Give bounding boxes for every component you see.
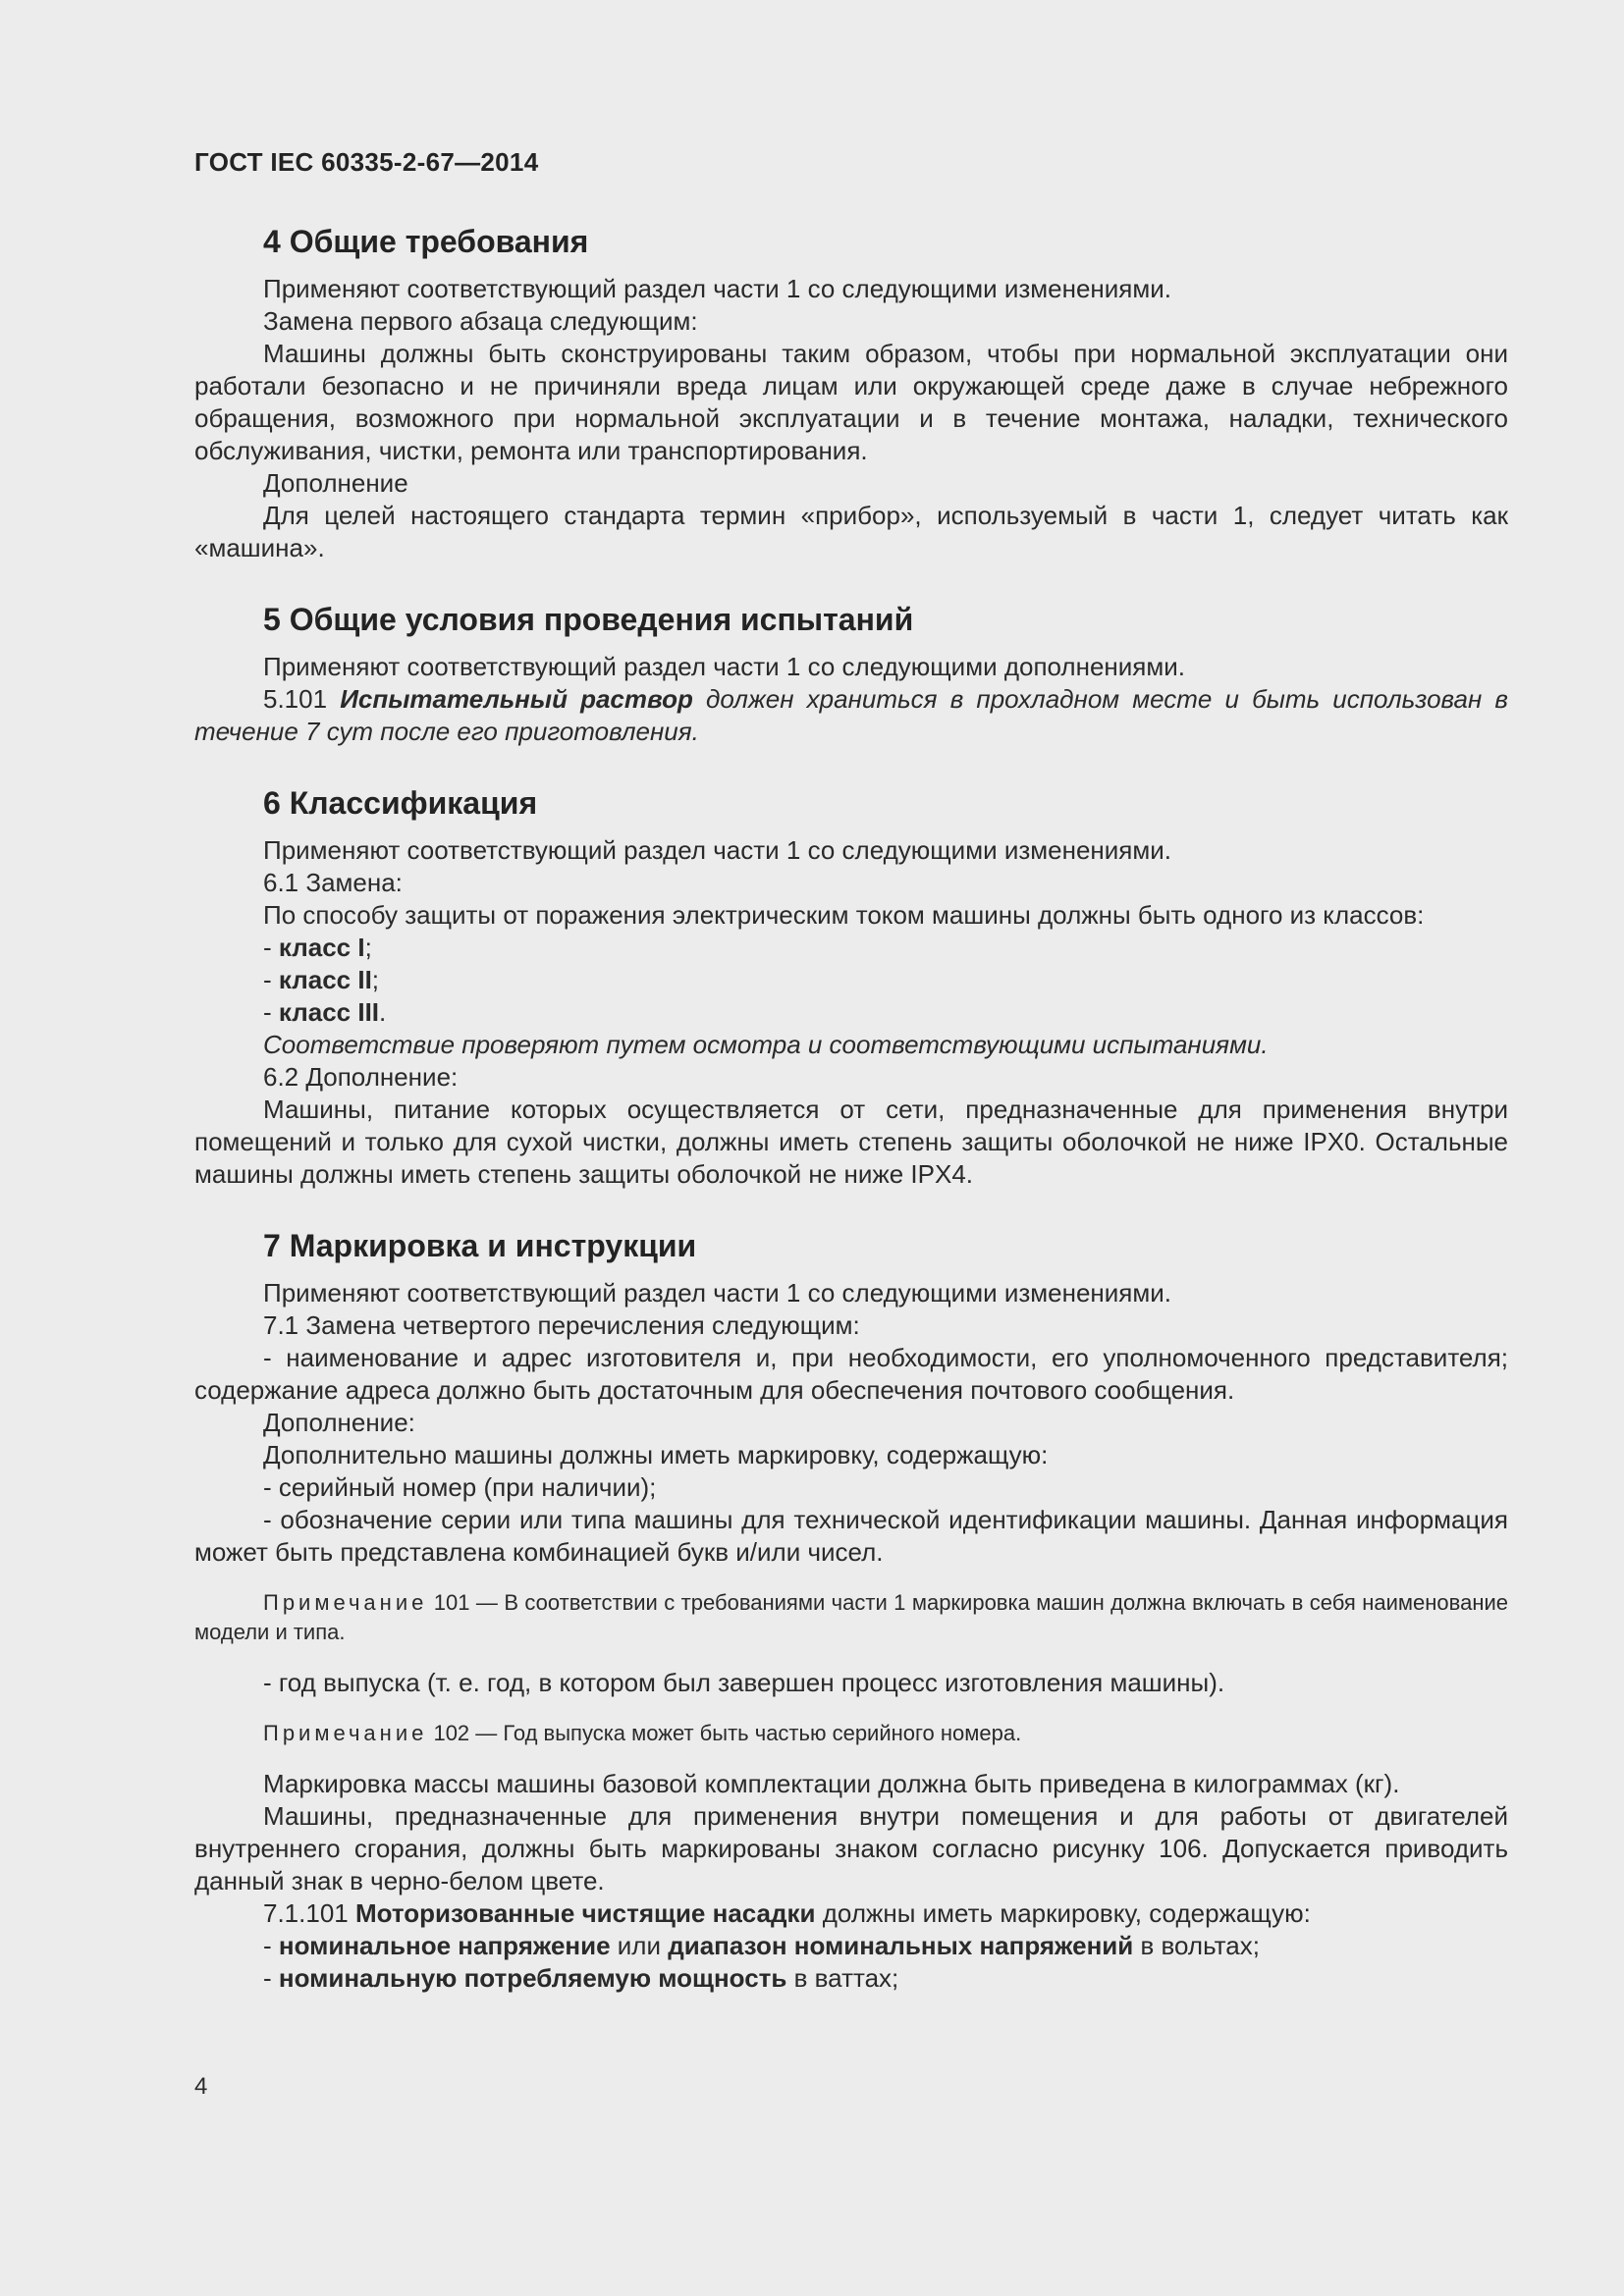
sec6-paragraph: Машины, питание которых осуществляется от сети, предназначенные для применения внутри помещений и только для сухой чистки, должны иметь степень защиты оболочкой не ниже IPX0. Остальные машины должны иметь степень защиты оболочкой не ниже IPX4. — [194, 1095, 1508, 1189]
page-number: 4 — [194, 2073, 208, 2100]
class-list-item: - класс II; — [263, 965, 380, 994]
sec6-paragraph: По способу защиты от поражения электрическим током машины должны быть одного из классов: — [263, 900, 1425, 930]
note-102 — [194, 1719, 1508, 1748]
marking-list-item: - номинальную потребляемую мощность в ваттах; — [263, 1963, 899, 1993]
document-header: ГОСТ IEC 60335-2-67—2014 — [194, 147, 539, 177]
sec7-paragraph: - серийный номер (при наличии); — [263, 1472, 657, 1502]
sec6-paragraph: 6.1 Замена: — [263, 868, 403, 897]
sec7-paragraph: Маркировка массы машины базовой комплектации должна быть приведена в килограммах (кг). — [263, 1769, 1400, 1798]
sec7-clause-7-1-101: 7.1.101 Моторизованные чистящие насадки должны иметь маркировку, содержащую: — [263, 1898, 1311, 1928]
sec7-paragraph: - обозначение серии или типа машины для технической идентификации машины. Данная информация может быть представлена комбинацией букв и/или чисел. — [194, 1505, 1508, 1567]
note-101 — [194, 1588, 1508, 1647]
defined-term: Испытательный раствор — [340, 684, 693, 714]
sec4-paragraph: Замена первого абзаца следующим: — [263, 306, 698, 336]
sec7-paragraph: 7.1 Замена четвертого перечисления следующим: — [263, 1310, 860, 1340]
sec4-paragraph: Применяют соответствующий раздел части 1 со следующими изменениями. — [263, 274, 1172, 303]
section-4-heading: 4 Общие требования — [263, 224, 589, 259]
sec4-paragraph: Дополнение — [263, 468, 408, 498]
defined-term: Моторизованные чистящие насадки — [354, 1898, 816, 1928]
section-6-heading: 6 Классификация — [263, 785, 538, 821]
section-5-heading: 5 Общие условия проведения испытаний — [263, 602, 914, 637]
sec5-clause-5-101 — [194, 683, 1508, 748]
document-body — [194, 222, 1508, 1995]
note-text: 102 — Год выпуска может быть частью серийного номера. — [427, 1721, 1022, 1745]
note-label: Примечание — [263, 1721, 428, 1745]
sec7-paragraph: Машины, предназначенные для применения внутри помещения и для работы от двигателей внутреннего сгорания, должны быть маркированы знаком согласно рисунку 106. Допускается приводить данный знак в черно-белом цвете. — [194, 1801, 1508, 1896]
note-label: Примечание — [263, 1590, 428, 1615]
sec4-paragraph: Машины должны быть сконструированы таким образом, чтобы при нормальной эксплуатации они работали безопасно и не причиняли вреда лицам или окружающей среде даже в случае небрежного обращения, возможного при нормальной эксплуатации и в течение монтажа, наладки, технического обслуживания, чистки, ремонта или транспортирования. — [194, 339, 1508, 465]
sec7-paragraph: - год выпуска (т. е. год, в котором был завершен процесс изготовления машины). — [263, 1668, 1225, 1697]
sec7-paragraph: - наименование и адрес изготовителя и, при необходимости, его уполномоченного представителя; содержание адреса должно быть достаточным для обеспечения почтового сообщения. — [194, 1343, 1508, 1405]
sec7-paragraph: Дополнительно машины должны иметь маркировку, содержащую: — [263, 1440, 1049, 1469]
note-text: 101 — В соответствии с требованиями части 1 маркировка машин должна включать в себя наименование модели и типа. — [194, 1590, 1508, 1644]
section-7-heading: 7 Маркировка и инструкции — [263, 1228, 697, 1263]
sec4-paragraph: Для целей настоящего стандарта термин «прибор», используемый в части 1, следует читать как «машина». — [194, 501, 1508, 562]
compliance-check: Соответствие проверяют путем осмотра и соответствующими испытаниями. — [263, 1030, 1269, 1059]
sec7-paragraph: Дополнение: — [263, 1408, 415, 1437]
marking-list-item: - номинальное напряжение или диапазон номинальных напряжений в вольтах; — [263, 1931, 1260, 1960]
sec6-paragraph: Применяют соответствующий раздел части 1 со следующими изменениями. — [263, 835, 1172, 865]
sec7-paragraph: Применяют соответствующий раздел части 1 со следующими изменениями. — [263, 1278, 1172, 1308]
class-list-item: - класс I; — [263, 933, 372, 962]
class-list-item: - класс III. — [263, 997, 387, 1027]
sec5-paragraph: Применяют соответствующий раздел части 1 со следующими дополнениями. — [263, 652, 1185, 681]
sec6-paragraph: 6.2 Дополнение: — [263, 1062, 459, 1092]
clause-number: 5.101 — [263, 684, 341, 714]
clause-text: должен храниться в прохладном месте и быть использован в течение 7 сут после его приготовления. — [194, 684, 1508, 746]
